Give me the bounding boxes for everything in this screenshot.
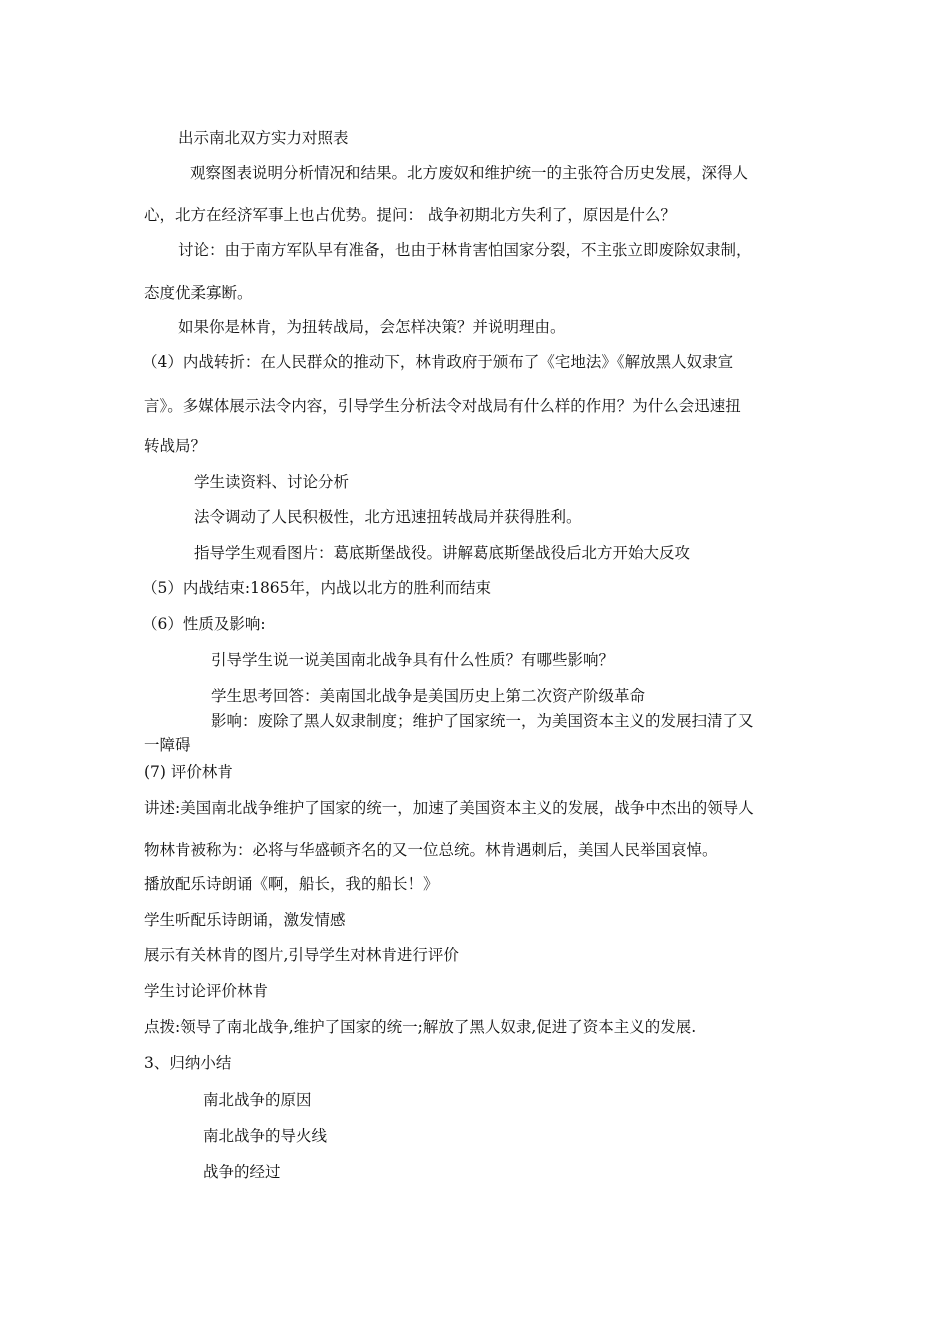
text-line: 物林肯被称为：必将与华盛顿齐名的又一位总统。林肯遇刺后，美国人民举国哀悼。: [144, 841, 718, 859]
text-line: 言》。多媒体展示法令内容，引导学生分析法令对战局有什么样的作用？为什么会迅速扭: [144, 397, 741, 415]
text-line: 南北战争的导火线: [203, 1127, 328, 1145]
text-line: (7) 评价林肯: [144, 763, 233, 781]
text-line: 南北战争的原因: [203, 1091, 312, 1109]
text-line: 出示南北双方实力对照表: [178, 129, 349, 147]
text-line: 3、归纳小结: [144, 1054, 232, 1072]
text-line: 学生讨论评价林肯: [144, 982, 269, 1000]
text-line: （4）内战转折：在人民群众的推动下，林肯政府于颁布了《宅地法》《解放黑人奴隶宣: [142, 353, 734, 371]
text-line: 法令调动了人民积极性，北方迅速扭转战局并获得胜利。: [194, 508, 582, 526]
text-line: 引导学生说一说美国南北战争具有什么性质？有哪些影响？: [211, 651, 615, 669]
text-line: 一障碍: [144, 736, 191, 754]
text-line: 指导学生观看图片：葛底斯堡战役。讲解葛底斯堡战役后北方开始大反攻: [194, 544, 691, 562]
text-line: 点拨:领导了南北战争,维护了国家的统一;解放了黑人奴隶,促进了资本主义的发展.: [144, 1018, 697, 1036]
text-line: 讨论：由于南方军队早有准备，也由于林肯害怕国家分裂，不主张立即废除奴隶制，: [178, 241, 752, 259]
text-line: 如果你是林肯，为扭转战局，会怎样决策？并说明理由。: [178, 318, 566, 336]
text-line: 态度优柔寡断。: [144, 284, 253, 302]
text-line: 观察图表说明分析情况和结果。北方废奴和维护统一的主张符合历史发展，深得人: [190, 164, 749, 182]
text-line: （5）内战结束:1865年，内战以北方的胜利而结束: [142, 579, 492, 597]
text-line: 学生读资料、讨论分析: [194, 473, 350, 491]
text-line: 讲述:美国南北战争维护了国家的统一，加速了美国资本主义的发展，战争中杰出的领导人: [144, 799, 754, 817]
text-line: 转战局？: [144, 437, 207, 455]
text-line: 战争的经过: [203, 1163, 281, 1181]
text-line: 播放配乐诗朗诵《啊，船长，我的船长！》: [144, 875, 439, 893]
text-line: 学生思考回答：美南国北战争是美国历史上第二次资产阶级革命: [211, 687, 646, 705]
text-line: 展示有关林肯的图片,引导学生对林肯进行评价: [144, 946, 459, 964]
text-line: 学生听配乐诗朗诵，激发情感: [144, 911, 346, 929]
text-line: （6）性质及影响:: [142, 615, 266, 633]
text-line: 心，北方在经济军事上也占优势。提问： 战争初期北方失利了，原因是什么？: [144, 206, 676, 224]
text-line: 影响：废除了黑人奴隶制度；维护了国家统一，为美国资本主义的发展扫清了又: [211, 712, 754, 730]
